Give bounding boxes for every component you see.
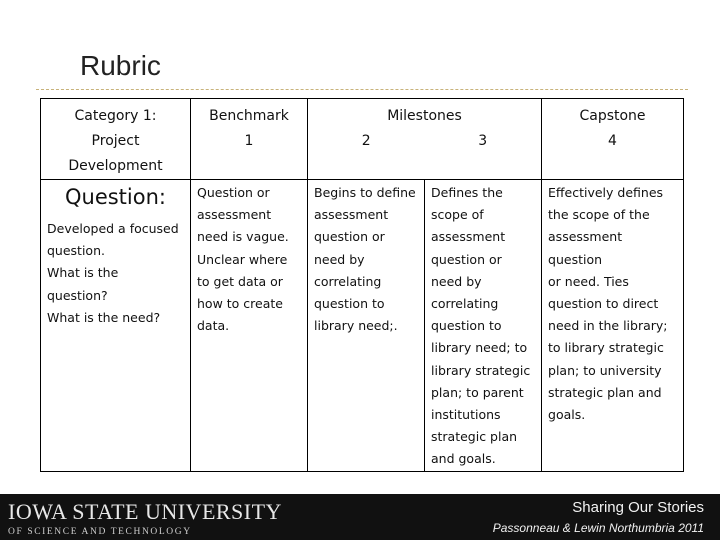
milestone-2-cell <box>308 180 425 472</box>
benchmark-header <box>191 99 308 180</box>
milestones-label: Milestones <box>387 108 462 124</box>
capstone-number: 4 <box>608 133 617 149</box>
footer-title: Sharing Our Stories <box>572 499 704 516</box>
university-logo-subtitle: OF SCIENCE AND TECHNOLOGY <box>8 527 192 537</box>
milestone-3-text: Defines the scope of assessment question or need by correlating question to library need; to library strategic plan; to parent institutions strategic plan and goals. <box>431 185 531 467</box>
milestone-2-text: Begins to define assessment question or need by correlating question to library need;. <box>314 185 416 334</box>
title-divider <box>36 89 688 90</box>
question-heading: Question: <box>64 185 166 209</box>
benchmark-text: Question or assessment need is vague. Unclear where to get data or how to create data. <box>197 185 289 334</box>
milestone-2-number: 2 <box>361 133 371 149</box>
rubric-row <box>41 180 684 472</box>
milestone-3-cell <box>425 180 542 472</box>
capstone-cell <box>542 180 684 472</box>
benchmark-label: Benchmark <box>209 108 289 124</box>
milestones-header <box>308 99 542 180</box>
university-logo: IOWA STATE UNIVERSITY <box>8 499 282 524</box>
rubric-table <box>40 98 684 472</box>
milestone-3-number: 3 <box>478 133 488 149</box>
question-cell <box>41 180 191 472</box>
benchmark-number: 1 <box>244 133 254 149</box>
category-header <box>41 99 191 180</box>
slide-title: Rubric <box>80 50 161 81</box>
footer-credit: Passonneau & Lewin Northumbria 2011 <box>492 521 704 535</box>
milestone-numbers <box>308 129 541 154</box>
question-text: Developed a focused question. What is the question? What is the need? <box>47 221 179 325</box>
capstone-text: Effectively defines the scope of the assessment question or need. Ties question to direct need in the library; to library strategic plan; to university strategic plan and goals. <box>548 185 668 423</box>
capstone-header <box>542 99 684 180</box>
capstone-label: Capstone <box>579 108 646 124</box>
benchmark-cell <box>191 180 308 472</box>
rubric-header-row <box>41 99 684 180</box>
category-label: Category 1: Project Development <box>68 108 163 174</box>
